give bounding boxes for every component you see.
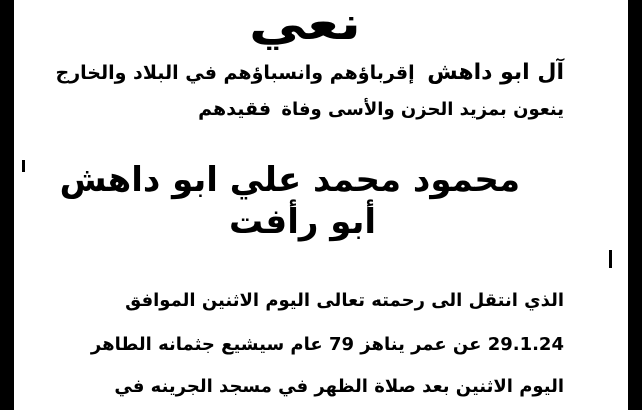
obituary-title: نعي (248, 0, 362, 50)
left-edge-mark (22, 160, 25, 172)
family-line (56, 60, 564, 85)
deceased-name: محمود محمد علي ابو داهش (59, 160, 520, 200)
body-line-3: اليوم الاثنين بعد صلاة الظهر في مسجد الجرينه في (114, 376, 564, 397)
family-name: آل ابو داهش (427, 60, 564, 85)
grief-line (198, 98, 564, 120)
grief-text: ينعون بمزيد الحزن والأسى وفاة (281, 99, 564, 120)
left-black-border (0, 0, 14, 410)
family-text: إقرباؤهم وانسباؤهم في البلاد والخارج (55, 62, 415, 84)
right-black-border (628, 0, 642, 410)
deceased-kunya: أبو رأفت (228, 202, 376, 242)
right-edge-mark (609, 250, 612, 268)
deceased-word: فقيدهم (198, 98, 272, 120)
body-line-2: 29.1.24 عن عمر يناهز 79 عام سيشيع جثمانه الطاهر (90, 334, 564, 355)
body-line-1: الذي انتقل الى رحمته تعالى اليوم الاثنين الموافق (125, 290, 564, 311)
